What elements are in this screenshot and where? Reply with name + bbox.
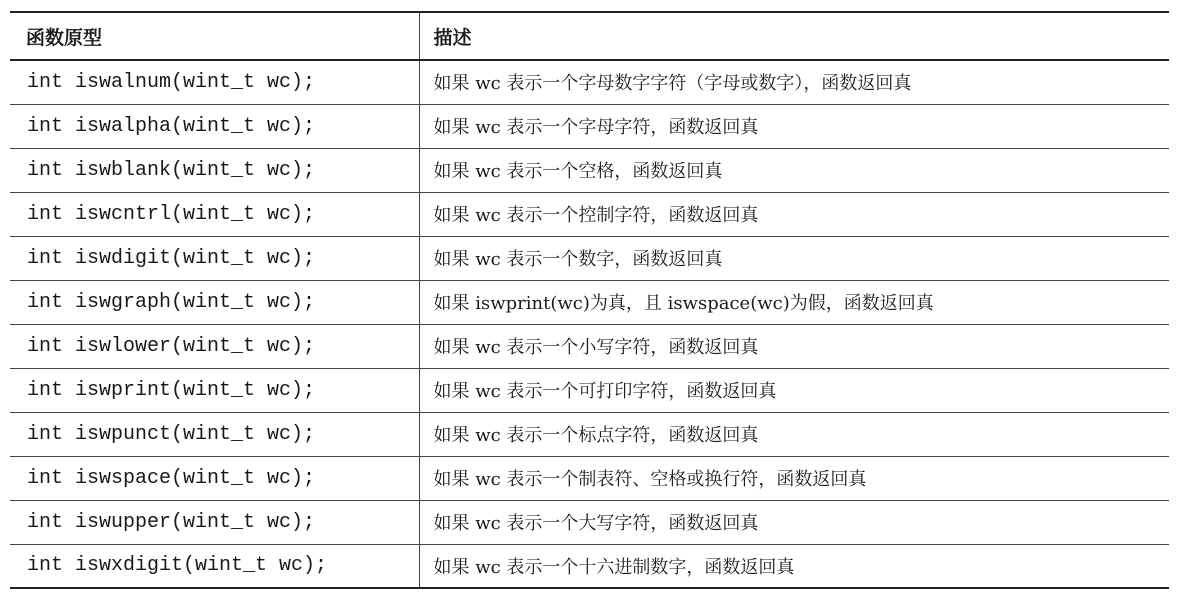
description-cell: 如果 wc 表示一个控制字符，函数返回真 (419, 192, 1169, 236)
description-cell: 如果 iswprint(wc)为真，且 iswspace(wc)为假，函数返回真 (419, 280, 1169, 324)
prototype-cell: int iswblank(wint_t wc); (27, 158, 316, 182)
header-prototype: 函数原型 (26, 26, 103, 49)
table-row (10, 544, 1169, 588)
table-row (10, 368, 1169, 412)
prototype-cell: int iswcntrl(wint_t wc); (27, 202, 316, 226)
table-row (10, 456, 1169, 500)
description-cell: 如果 wc 表示一个数字，函数返回真 (419, 236, 1169, 280)
prototype-cell: int iswpunct(wint_t wc); (27, 422, 316, 446)
description-cell: 如果 wc 表示一个小写字符，函数返回真 (419, 324, 1169, 368)
table-row (10, 192, 1169, 236)
description-cell: 如果 wc 表示一个制表符、空格或换行符，函数返回真 (419, 456, 1169, 500)
table-body (10, 60, 1169, 588)
prototype-cell: int iswlower(wint_t wc); (27, 334, 316, 358)
table-row (10, 412, 1169, 456)
description-cell: 如果 wc 表示一个大写字符，函数返回真 (419, 500, 1169, 544)
table-row (10, 280, 1169, 324)
description-cell: 如果 wc 表示一个空格，函数返回真 (419, 148, 1169, 192)
description-cell: 如果 wc 表示一个可打印字符，函数返回真 (419, 368, 1169, 412)
table-row (10, 60, 1169, 104)
function-table (10, 11, 1169, 589)
prototype-cell: int iswupper(wint_t wc); (27, 510, 316, 534)
header-description: 描述 (419, 12, 1169, 60)
table-row (10, 104, 1169, 148)
table-row (10, 324, 1169, 368)
prototype-cell: int iswxdigit(wint_t wc); (27, 554, 328, 578)
prototype-cell: int iswalnum(wint_t wc); (27, 70, 316, 94)
description-cell: 如果 wc 表示一个字母字符，函数返回真 (419, 104, 1169, 148)
prototype-cell: int iswgraph(wint_t wc); (27, 290, 316, 314)
description-cell: 如果 wc 表示一个标点字符，函数返回真 (419, 412, 1169, 456)
description-cell: 如果 wc 表示一个十六进制数字，函数返回真 (419, 544, 1169, 588)
table-row (10, 236, 1169, 280)
table-row (10, 148, 1169, 192)
prototype-cell: int iswspace(wint_t wc); (27, 466, 316, 490)
table-row (10, 500, 1169, 544)
description-cell: 如果 wc 表示一个字母数字字符（字母或数字），函数返回真 (419, 60, 1169, 104)
table-header-row (10, 12, 1169, 60)
prototype-cell: int iswprint(wint_t wc); (27, 378, 316, 402)
prototype-cell: int iswdigit(wint_t wc); (27, 246, 316, 270)
prototype-cell: int iswalpha(wint_t wc); (27, 114, 316, 138)
